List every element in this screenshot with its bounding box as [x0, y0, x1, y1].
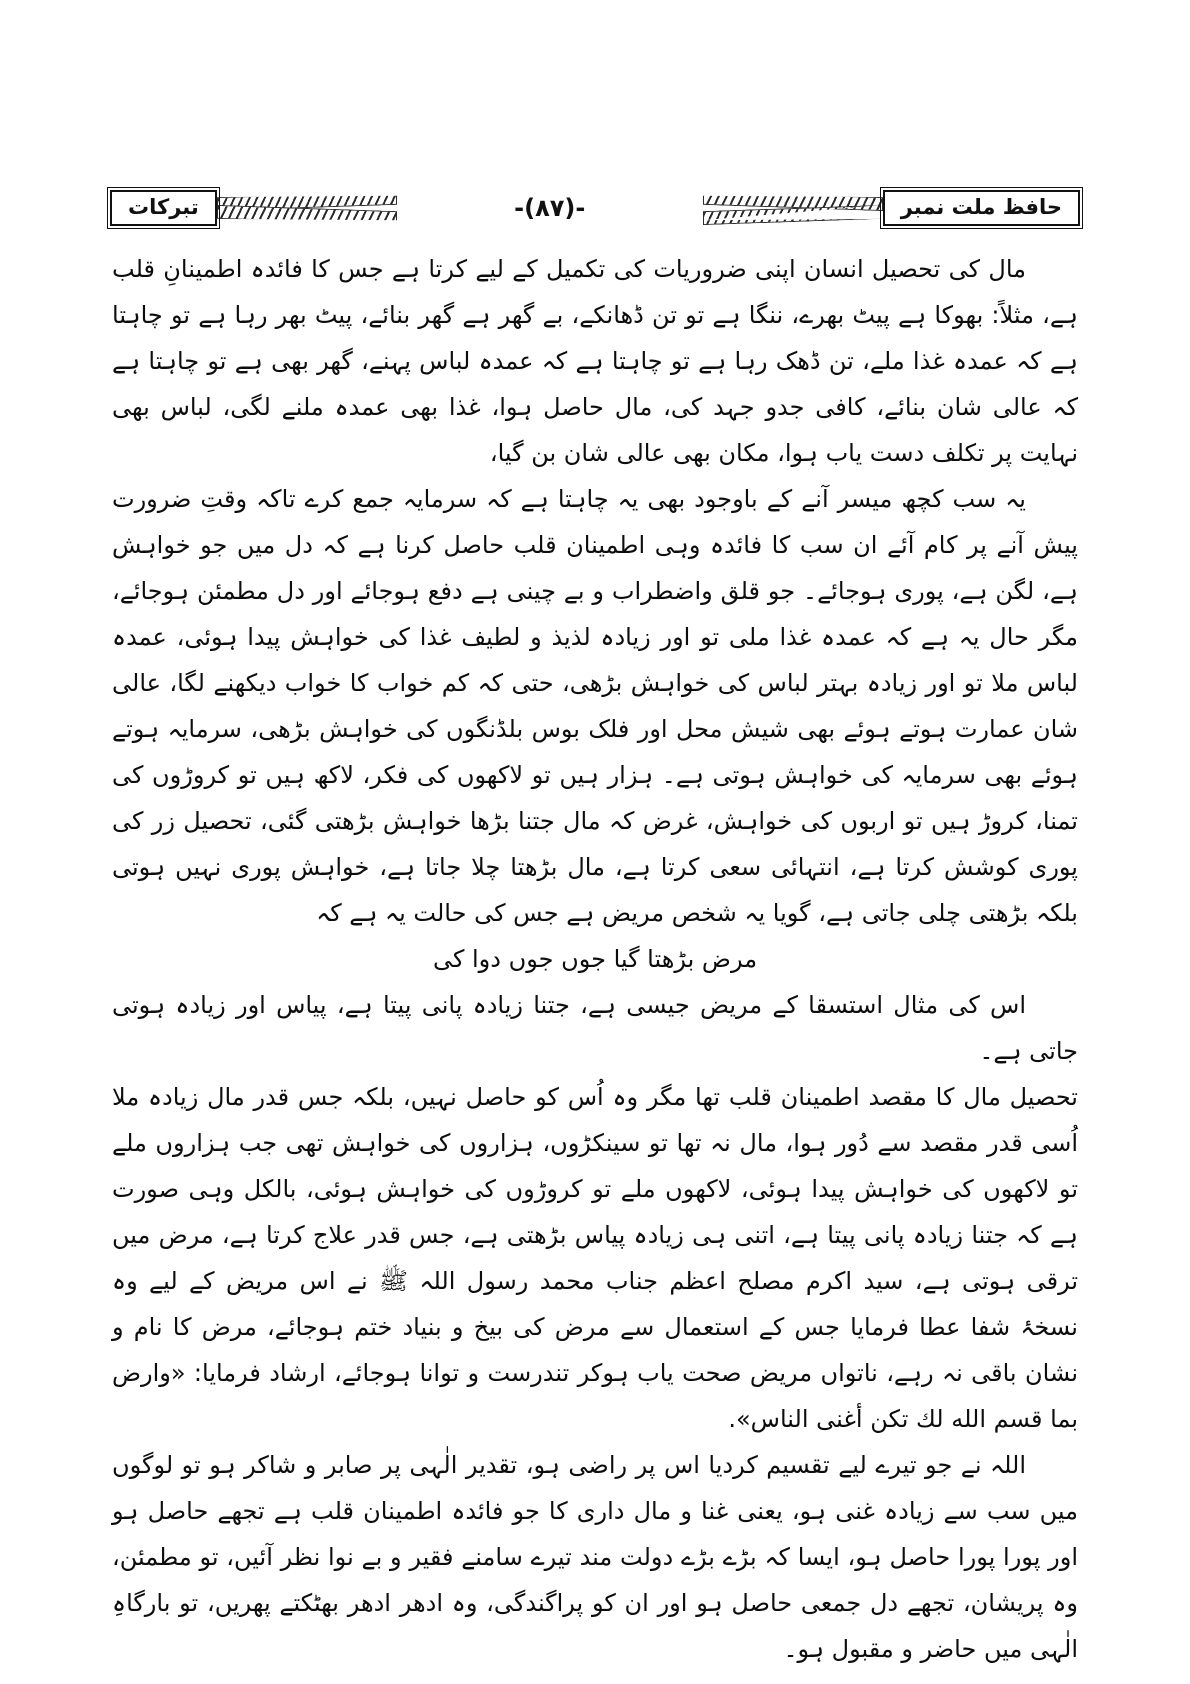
left-title-label: تبرکات	[128, 195, 199, 219]
paragraph-1: مال کی تحصیل انسان اپنی ضروریات کی تکمیل کے لیے کرتا ہے جس کا فائدہ اطمینانِ قلب ہے، مثلاً: بھوکا ہے پیٹ بھرے، ننگا ہے تو تن ڈھانکے، بے گھر ہے گھر بنائے، پیٹ بھر رہا ہے تو چاہتا ہے کہ عمدہ غذا ملے، تن ڈھک رہا ہے تو چاہتا ہے کہ عمدہ لباس پہنے، گھر بھی ہے تو چاہتا ہے کہ عالی شان بنائے، کافی جدو جہد کی، مال حاصل ہوا، غذا بھی عمدہ ملنے لگی، لباس بھی نہایت پر تکلف دست یاب ہوا، مکان بھی عالی شان بن گیا،	[112, 255, 1078, 467]
header-right-group	[703, 190, 1080, 226]
paragraph-2: یہ سب کچھ میسر آنے کے باوجود بھی یہ چاہتا ہے کہ سرمایہ جمع کرے تاکہ وقتِ ضرورت پیش آنے پر کام آئے ان سب کا فائدہ وہی اطمینان قلب حاصل کرنا ہے کہ دل میں جو خواہش ہے، لگن ہے، پوری ہوجائے۔ جو قلق واضطراب و بے چینی ہے دفع ہوجائے اور دل مطمئن ہوجائے، مگر حال یہ ہے کہ عمدہ غذا ملی تو اور زیادہ لذیذ و لطیف غذا کی خواہش پیدا ہوئی، عمدہ لباس ملا تو اور زیادہ بہتر لباس کی خواہش بڑھی، حتی کہ کم خواب کا خواب دیکھنے لگا، عالی شان عمارت ہوتے ہوئے بھی شیش محل اور فلک بوس بلڈنگوں کی خواہش بڑھی، سرمایہ ہوتے ہوئے بھی سرمایہ کی خواہش ہوتی ہے۔ ہزار ہیں تو لاکھوں کی فکر، لاکھ ہیں تو کروڑوں کی تمنا، کروڑ ہیں تو اربوں کی خواہش، غرض کہ مال جتنا بڑھا خواہش بڑھتی گئی، تحصیل زر کی پوری کوشش کرتا ہے، انتہائی سعی کرتا ہے، مال بڑھتا چلا جاتا ہے، خواہش پوری نہیں ہوتی بلکہ بڑھتی چلی جاتی ہے، گویا یہ شخص مریض ہے جس کی حالت یہ ہے کہ	[112, 485, 1078, 927]
right-title-box	[883, 190, 1080, 226]
page-header	[110, 186, 1080, 230]
left-title-box	[110, 190, 217, 226]
paragraph-4: تحصیل مال کا مقصد اطمینان قلب تھا مگر وہ اُس کو حاصل نہیں، بلکہ جس قدر مال زیادہ ملا اُسی قدر مقصد سے دُور ہوا، مال نہ تھا تو سینکڑوں، ہزاروں کی خواہش تھی جب ہزاروں ملے تو لاکھوں کی خواہش پیدا ہوئی، لاکھوں ملے تو کروڑوں کی خواہش ہوئی، بالکل وہی صورت ہے کہ جتنا زیادہ پانی پیتا ہے، اتنی ہی زیادہ پیاس بڑھتی ہے، جس قدر علاج کرتا ہے، مرض میں ترقی ہوتی ہے، سید اکرم مصلح اعظم جناب محمد رسول اللہ ﷺ نے اس مریض کے لیے وہ نسخۂ شفا عطا فرمایا جس کے استعمال سے مرض کی بیخ و بنیاد ختم ہوجائے، مرض کا نام و نشان باقی نہ رہے، ناتواں مریض صحت یاب ہوکر تندرست و توانا ہوجائے، ارشاد فرمایا: «وارض بما قسم الله لك تكن أغنى الناس».	[112, 1083, 1079, 1433]
header-left-group	[110, 190, 397, 226]
body-text	[112, 246, 1078, 1672]
page-number: -(۸۷)-	[514, 194, 586, 222]
verse-line: مرض بڑھتا گیا جوں جوں دوا کی	[432, 945, 758, 973]
left-hatch-ornament-icon	[217, 193, 397, 223]
right-hatch-ornament-icon	[703, 193, 883, 223]
right-title-label: حافظ ملت نمبر	[900, 195, 1062, 219]
paragraph-3: اس کی مثال استسقا کے مریض جیسی ہے، جتنا زیادہ پانی پیتا ہے، پیاس اور زیادہ ہوتی جاتی ہے۔	[112, 991, 1078, 1065]
paragraph-5: اللہ نے جو تیرے لیے تقسیم کردیا اس پر راضی ہو، تقدیر الٰہی پر صابر و شاکر ہو تو لوگوں میں سب سے زیادہ غنی ہو، یعنی غنا و مال داری کا جو فائدہ اطمینان قلب ہے تجھے حاصل ہو اور پورا پورا حاصل ہو، ایسا کہ بڑے بڑے دولت مند تیرے سامنے فقیر و بے نوا نظر آئیں، تو مطمئن، وہ پریشان، تجھے دل جمعی حاصل ہو اور ان کو پراگندگی، وہ ادھر ادھر بھٹکتے پھریں، تو بارگاہِ الٰہی میں حاضر و مقبول ہو۔	[112, 1451, 1078, 1663]
